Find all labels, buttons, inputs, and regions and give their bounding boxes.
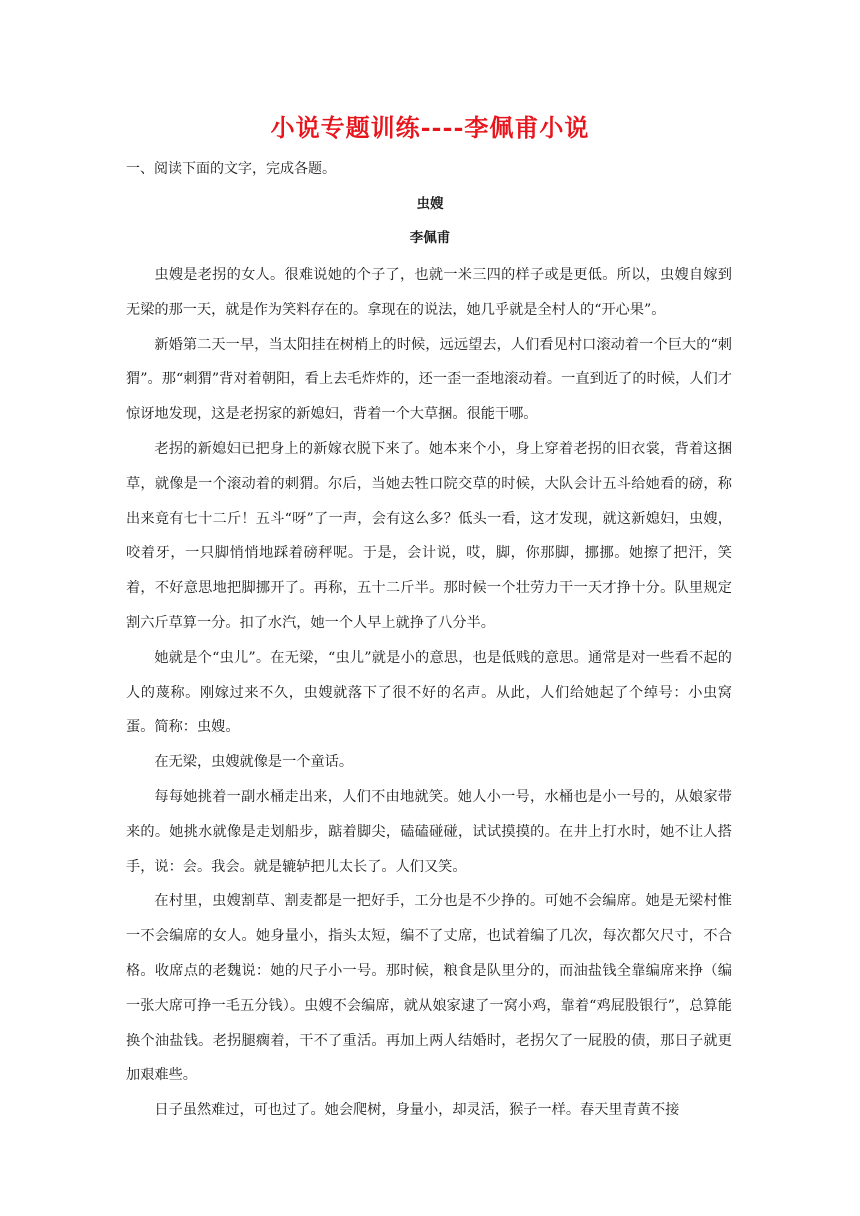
paragraph: 老拐的新媳妇已把身上的新嫁衣脱下来了。她本来个小，身上穿着老拐的旧衣裳，背着这捆草，就像是一个滚动着的刺猬。尔后，当她去牲口院交草的时候，大队会计五斗给她看的磅，称出来竟有七十二斤！五斗“呀”了一声，会有这么多？低头一看，这才发现，就这新媳妇，虫嫂，咬着牙，一只脚悄悄地踩着磅秤呢。于是，会计说，哎，脚，你那脚，挪挪。她擦了把汗，笑着，不好意思地把脚挪开了。再称，五十二斤半。那时候一个壮劳力干一天才挣十分。队里规定割六斤草算一分。扣了水汽，她一个人早上就挣了八分半。 <box>126 440 732 631</box>
story-author: 李佩甫 <box>409 230 451 246</box>
paragraph: 她就是个“虫儿”。在无梁，“虫儿”就是小的意思，也是低贱的意思。通常是对一些看不起的人的蔑称。刚嫁过来不久，虫嫂就落下了很不好的名声。从此，人们给她起了个绰号：小虫窝蛋。简称：虫嫂。 <box>126 649 732 736</box>
paragraph: 新婚第二天一早，当太阳挂在树梢上的时候，远远望去，人们看见村口滚动着一个巨大的“刺猬”。那“刺猬”背对着朝阳，看上去毛炸炸的，还一歪一歪地滚动着。一直到近了的时候，人们才惊讶地发现，这是老拐家的新媳妇，背着一个大草捆。很能干哪。 <box>126 336 732 423</box>
question-instruction: 一、阅读下面的文字，完成各题。 <box>126 161 336 177</box>
story-title: 虫嫂 <box>416 196 444 212</box>
paragraph: 在无梁，虫嫂就像是一个童话。 <box>154 754 354 771</box>
paragraph: 日子虽然难过，可也过了。她会爬树，身量小，却灵活，猴子一样。春天里青黄不接 <box>154 1102 680 1119</box>
paragraph: 在村里，虫嫂割草、割麦都是一把好手，工分也是不少挣的。可她不会编席。她是无梁村惟一不会编席的女人。她身量小，指头太短，编不了丈席，也试着编了几次，每次都欠尺寸，不合格。收席点的老魏说：她的尺子小一号。那时候，粮食是队里分的，而油盐钱全靠编席来挣（编一张大席可挣一毛五分钱）。虫嫂不会编席，就从娘家逮了一窝小鸡，靠着“鸡屁股银行”，总算能换个油盐钱。老拐腿瘸着，干不了重活。再加上两人结婚时，老拐欠了一屁股的债，那日子就更加艰难些。 <box>126 893 732 1084</box>
document-title: 小说专题训练----李佩甫小说 <box>270 113 590 142</box>
paragraph: 虫嫂是老拐的女人。很难说她的个子了，也就一米三四的样子或是更低。所以，虫嫂自嫁到无梁的那一天，就是作为笑料存在的。拿现在的说法，她几乎就是全村人的“开心果”。 <box>126 267 732 318</box>
paragraph: 每每她挑着一副水桶走出来，人们不由地就笑。她人小一号，水桶也是小一号的，从娘家带来的。她挑水就像是走划船步，踮着脚尖，磕磕碰碰，试试摸摸的。在井上打水时，她不让人搭手，说：会。我会。就是辘轳把儿太长了。人们又笑。 <box>126 788 732 875</box>
story-body <box>126 258 732 1128</box>
